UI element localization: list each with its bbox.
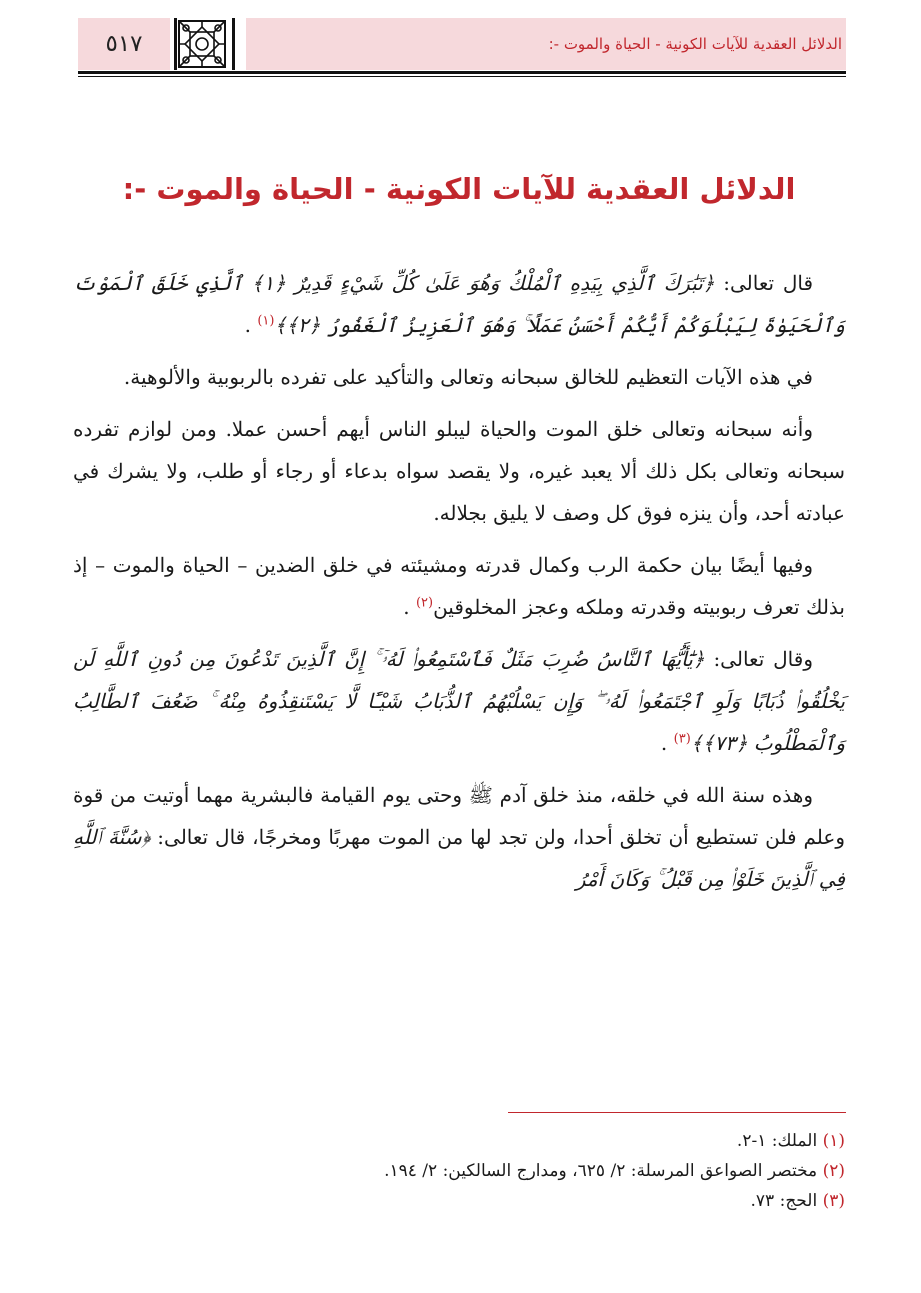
footnote-text: الملك: ١-٢. [736,1131,823,1151]
quran-verse: ﴿سُنَّةَ ٱللَّهِ فِي ٱلَّذِينَ خَلَوْا۟ مِن قَبْلُ ۚ وَكَانَ أَمْرُ [73,825,845,891]
running-title: الدلائل العقدية للآيات الكونية - الحياة والموت -: [246,18,846,70]
footnote-item [73,1186,845,1216]
quran-verse: ﴿يَٰٓأَيُّهَا ٱلنَّاسُ ضُرِبَ مَثَلٌ فَٱسْتَمِعُوا۟ لَهُۥٓ ۚ إِنَّ ٱلَّذِينَ تَدْعُونَ مِن دُونِ ٱللَّهِ لَن يَخْلُقُوا۟ ذُبَابًا وَلَوِ ٱجْتَمَعُوا۟ لَهُۥ ۖ وَإِن يَسْلُبْهُمُ ٱلذُّبَابُ شَيْـًٔا لَّا يَسْتَنقِذُوهُ مِنْهُ ۚ ضَعُفَ ٱلطَّالِبُ وَٱلْمَطْلُوبُ ﴿٧٣﴾﴾ [73,647,845,755]
footnote-text: مختصر الصواعق المرسلة: ٢/ ٦٢٥، ومدارج السالكين: ٢/ ١٩٤. [384,1161,823,1181]
footnote-number: (٣) [822,1191,845,1211]
header-divider-right [232,18,235,70]
footnote-ref[interactable]: (٣) [673,731,691,747]
paragraph-tail: . [244,313,258,337]
paragraph-2 [73,356,845,398]
footnote-number: (٢) [822,1161,845,1181]
paragraph-quran-1 [73,262,845,346]
geometric-star-ornament-icon [178,20,226,68]
header-divider-left [174,18,177,70]
paragraph-quran-2 [73,638,845,764]
quran-verse: ﴿تَبَٰرَكَ ٱلَّذِي بِيَدِهِ ٱلْمُلْكُ وَهُوَ عَلَىٰ كُلِّ شَيْءٍ قَدِيرٌ ﴿١﴾ ٱلَّذِي خَلَقَ ٱلْمَوْتَ وَٱلْحَيَوٰةَ لِيَبْلُوَكُمْ أَيُّكُمْ أَحْسَنُ عَمَلًا ۚ وَهُوَ ٱلْعَزِيزُ ٱلْغَفُورُ ﴿٢﴾﴾ [73,271,845,337]
paragraph-lead: وهذه سنة الله في خلقه، منذ خلق آدم ﷺ وحتى يوم القيامة فالبشرية مهما أوتيت من قوة وعلم فلن تستطيع أن تخلق أحدا، ولن تجد لها من الموت مهربًا ومخرجًا، قال تعالى: [73,783,845,849]
footnote-separator [508,1112,846,1113]
section-heading: الدلائل العقدية للآيات الكونية - الحياة والموت -: [122,172,796,206]
paragraph-lead: في هذه الآيات التعظيم للخالق سبحانه وتعالى والتأكيد على تفرده بالربوبية والألوهية. [123,365,813,389]
body-text [73,262,845,910]
paragraph-4 [73,544,845,628]
paragraph-3 [73,408,845,534]
footnote-number: (١) [822,1131,845,1151]
paragraph-lead: وفيها أيضًا بيان حكمة الرب وكمال قدرته ومشيئته في خلق الضدين – الحياة والموت – إذ بذلك تعرف ربوبيته وقدرته وملكه وعجز المخلوقين [73,553,845,619]
footnote-item [73,1126,845,1156]
header-rule-thick [78,71,846,74]
paragraph-6 [73,774,845,900]
page-header [78,18,846,72]
page-number: ٥١٧ [78,18,170,70]
footnote-ref[interactable]: (٢) [415,595,434,611]
paragraph-tail: . [403,595,416,619]
header-rule-thin [78,76,846,77]
paragraph-tail: . [660,731,674,755]
footnote-text: الحج: ٧٣. [750,1191,823,1211]
footnotes [73,1126,845,1216]
footnote-item [73,1156,845,1186]
paragraph-lead: وقال تعالى: [704,647,813,671]
paragraph-lead: قال تعالى: [714,271,813,295]
paragraph-lead: وأنه سبحانه وتعالى خلق الموت والحياة ليبلو الناس أيهم أحسن عملا. ومن لوازم تفرده سبحانه وتعالى بكل ذلك ألا يعبد غيره، ولا يقصد سواه بدعاء أو رجاء أو طلب، ولا يشرك في عبادته أحد، وأن ينزه فوق كل وصف لا يليق بجلاله. [73,417,845,525]
footnote-ref[interactable]: (١) [257,313,275,329]
